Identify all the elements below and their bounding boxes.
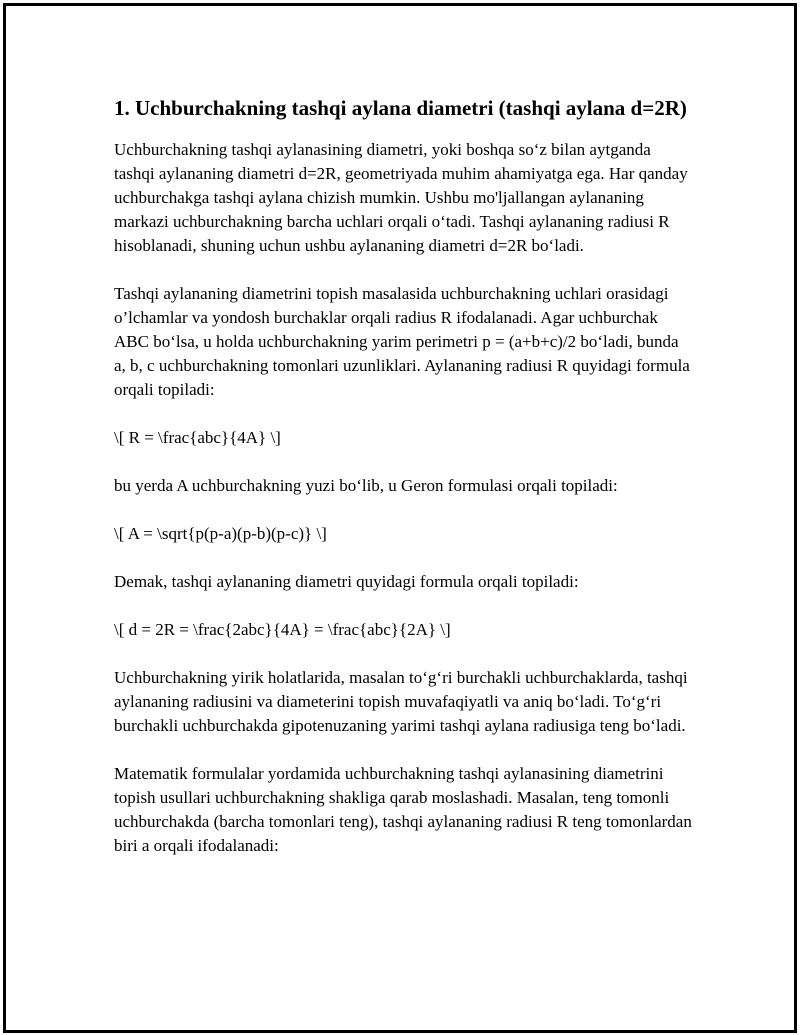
formula-heron: \[ A = \sqrt{p(p-a)(p-b)(p-c)} \] — [114, 524, 327, 543]
paragraph-intro: Uchburchakning tashqi aylanasining diametri, yoki boshqa so‘z bilan aytganda tashqi aylananing diametri d=2R, geometriyada muhim ahamiyatga ega. Har qanday uchburchakga tashqi aylana chizish mumkin. Ushbu mo'ljallangan aylananing markazi uchburchakning barcha uchlari orqali o‘tadi. Tashqi aylananing radiusi R hisoblanadi, shuning uchun ushbu aylananing diametri d=2R bo‘ladi. — [114, 140, 688, 255]
paragraph-right-triangle: Uchburchakning yirik holatlarida, masalan to‘g‘ri burchakli uchburchaklarda, tashqi aylananing radiusini va diameterini topish muvafaqiyatli va aniq bo‘ladi. To‘g‘ri burchakli uchburchakda gipotenuzaning yarimi tashqi aylana radiusiga teng bo‘ladi. — [114, 668, 688, 735]
formula-radius: \[ R = \frac{abc}{4A} \] — [114, 428, 281, 447]
paragraph-area-note: bu yerda A uchburchakning yuzi bo‘lib, u Geron formulasi orqali topiladi: — [114, 476, 618, 495]
paragraph-diameter-note: Demak, tashqi aylananing diametri quyidagi formula orqali topiladi: — [114, 572, 579, 591]
formula-diameter: \[ d = 2R = \frac{2abc}{4A} = \frac{abc}{2A} \] — [114, 620, 451, 639]
section-heading: 1. Uchburchakning tashqi aylana diametri (tashqi aylana d=2R) — [114, 96, 687, 120]
document-body — [114, 94, 694, 882]
paragraph-equilateral: Matematik formulalar yordamida uchburchakning tashqi aylanasining diametrini topish usullari uchburchakning shakliga qarab moslashadi. Masalan, teng tomonli uchburchakda (barcha tomonlari teng), tashqi aylananing radiusi R teng tomonlardan biri a orqali ifodalanadi: — [114, 764, 692, 855]
paragraph-radius-method: Tashqi aylananing diametrini topish masalasida uchburchakning uchlari orasidagi o’lchamlar va yondosh burchaklar orqali radius R ifodalanadi. Agar uchburchak ABC bo‘lsa, u holda uchburchakning yarim perimetri p = (a+b+c)/2 bo‘ladi, bunda a, b, c uchburchakning tomonlari uzunliklari. Aylananing radiusi R quyidagi formula orqali topiladi: — [114, 284, 690, 399]
